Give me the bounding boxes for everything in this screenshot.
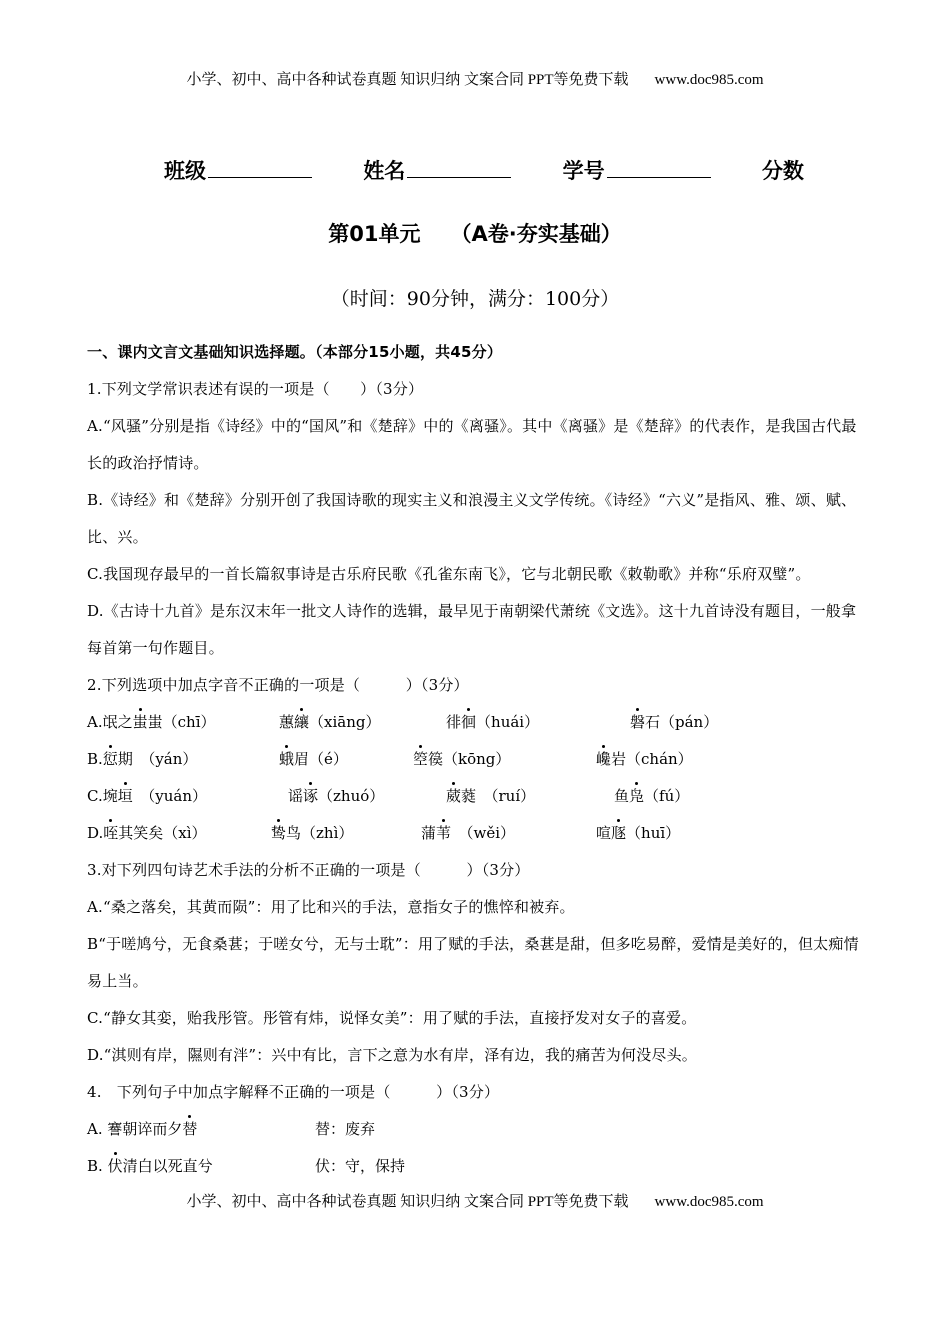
word-post: （huī） xyxy=(626,824,681,842)
q1-option-b: B.《诗经》和《楚辞》分别开创了我国诗歌的现实主义和浪漫主义文学传统。《诗经》“六义”是指风、雅、颂、赋、比、兴。 xyxy=(87,491,857,546)
dotted-char: 垣 xyxy=(118,778,133,815)
q2-cell xyxy=(596,741,693,778)
section-heading: 一、课内文言文基础知识选择题。（本部分15小题，共45分） xyxy=(87,343,503,361)
word-pre: 氓之 xyxy=(102,713,133,731)
header-url[interactable]: www.doc985.com xyxy=(654,72,764,88)
q2-row-a xyxy=(87,704,865,741)
word-pre: 蒲 xyxy=(421,824,437,842)
q2-cell xyxy=(596,815,680,852)
q2-stem: 2.下列选项中加点字音不正确的一项是（ ）（3分） xyxy=(87,676,469,694)
q3-stem: 3.对下列四句诗艺术手法的分析不正确的一项是（ ）（3分） xyxy=(87,861,530,879)
unit-name: 第01单元 xyxy=(328,222,421,246)
word-post: （zhuó） xyxy=(318,787,385,805)
page-footer xyxy=(0,1190,950,1211)
word-post: 石（pán） xyxy=(645,713,719,731)
option-letter: B. xyxy=(87,1157,103,1175)
word-pre: 謇朝谇而夕 xyxy=(107,1120,183,1138)
id-field xyxy=(563,155,711,185)
name-label: 姓名 xyxy=(363,159,406,183)
word-post: 篌（kōng） xyxy=(428,750,511,768)
q2-cell xyxy=(614,778,689,815)
id-label: 学号 xyxy=(562,159,605,183)
word-post: （xiāng） xyxy=(309,713,381,731)
q2-row-label xyxy=(87,815,207,852)
q2-cell xyxy=(279,741,348,778)
q3-option-c: C.“静女其娈，贻我彤管。彤管有炜，说怿女美”：用了赋的手法，直接抒发对女子的喜爱。 xyxy=(87,1009,697,1027)
dotted-char: 诼 xyxy=(303,778,318,815)
q1-option-d: D.《古诗十九首》是东汉末年一批文人诗作的选辑，最早见于南朝梁代萧统《文选》。这十九首诗没有题目，一般拿每首第一句作题目。 xyxy=(87,602,857,657)
dotted-char: 咥 xyxy=(103,815,118,852)
dotted-char: 伏 xyxy=(108,1148,123,1185)
word-pre: 埦 xyxy=(102,787,118,805)
q2-cell xyxy=(630,704,718,741)
q4-meaning: 替：废弃 xyxy=(315,1120,376,1138)
footer-url[interactable]: www.doc985.com xyxy=(654,1194,764,1210)
dotted-char: 苇 xyxy=(436,815,451,852)
header-text: 小学、初中、高中各种试卷真题 知识归纳 文案合同 PPT等免费下载 xyxy=(186,72,629,88)
q2-row-b xyxy=(87,741,865,778)
dotted-char: 蚩 xyxy=(133,704,148,741)
dotted-char: 鸷 xyxy=(271,815,286,852)
word-pre: 蕙 xyxy=(279,713,295,731)
q3-option-d: D.“淇则有岸，隰则有泮”：兴中有比，言下之意为水有岸，泽有边，我的痛苦为何没尽头。 xyxy=(87,1046,698,1064)
option-letter: A. xyxy=(87,713,103,731)
dotted-char: 磐 xyxy=(630,704,645,741)
option-letter: B. xyxy=(87,750,103,768)
word-post: 鸟（zhì） xyxy=(286,824,354,842)
q2-row-label xyxy=(87,704,216,741)
q4-meaning: 伏：守，保持 xyxy=(315,1157,406,1175)
option-letter: C. xyxy=(87,787,103,805)
word-post: 岩（chán） xyxy=(611,750,693,768)
word-post: （fú） xyxy=(644,787,690,805)
dotted-char: 徊 xyxy=(461,704,476,741)
word-post: 其笑矣（xì） xyxy=(118,824,207,842)
class-blank[interactable] xyxy=(208,159,312,178)
page-header xyxy=(0,68,950,89)
word-post: （wěi） xyxy=(451,824,516,842)
word-post: 眉（é） xyxy=(294,750,348,768)
score-label: 分数 xyxy=(761,159,804,183)
q3-option-a: A.“桑之落矣，其黄而陨”：用了比和兴的手法，意指女子的憔悴和被弃。 xyxy=(87,898,575,916)
q2-cell xyxy=(271,815,353,852)
q4-option-a xyxy=(87,1111,865,1148)
dotted-char: 豗 xyxy=(611,815,626,852)
unit-subtitle: （A卷·夯实基础） xyxy=(450,222,622,246)
student-info-row xyxy=(164,155,804,185)
option-letter: D. xyxy=(87,824,104,842)
dotted-char: 箜 xyxy=(413,741,428,778)
dotted-char: 凫 xyxy=(629,778,644,815)
word-post: 蕤 （ruí） xyxy=(461,787,536,805)
word-pre: 谣 xyxy=(288,787,304,805)
q4-sentence xyxy=(87,1111,197,1148)
q4-stem: 4. 下列句子中加点字解释不正确的一项是（ ）（3分） xyxy=(87,1083,500,1101)
q2-cell xyxy=(413,741,510,778)
q2-cell xyxy=(288,778,384,815)
q3-option-b: B“于嗟鸠兮，无食桑葚；于嗟女兮，无与士耽”：用了赋的手法，桑葚是甜，但多吃易醉，爱情是美好的，但太痴情易上当。 xyxy=(87,935,859,990)
dotted-char: 葳 xyxy=(446,778,461,815)
q2-row-label xyxy=(87,778,207,815)
q2-cell xyxy=(421,815,515,852)
q4-sentence xyxy=(87,1148,213,1185)
word-pre: 喧 xyxy=(596,824,612,842)
footer-text: 小学、初中、高中各种试卷真题 知识归纳 文案合同 PPT等免费下载 xyxy=(186,1194,629,1210)
q1-option-c: C.我国现存最早的一首长篇叙事诗是古乐府民歌《孔雀东南飞》，它与北朝民歌《敕勒歌》并称“乐府双璧”。 xyxy=(87,565,811,583)
q1-stem: 1.下列文学常识表述有误的一项是（ ）（3分） xyxy=(87,380,424,398)
time-limit: （时间：90分钟，满分：100分） xyxy=(330,288,620,310)
id-blank[interactable] xyxy=(607,159,711,178)
class-label: 班级 xyxy=(164,159,206,183)
word-post: 清白以死直兮 xyxy=(122,1157,213,1175)
q2-row-c xyxy=(87,778,865,815)
q2-cell xyxy=(446,778,535,815)
word-post: （yuán） xyxy=(132,787,207,805)
unit-title xyxy=(0,218,950,248)
exam-content xyxy=(87,334,865,1185)
dotted-char: 蛾 xyxy=(279,741,294,778)
q2-row-d xyxy=(87,815,865,852)
word-post: 期 （yán） xyxy=(117,750,198,768)
word-pre: 徘 xyxy=(446,713,462,731)
dotted-char: 替 xyxy=(182,1111,197,1148)
dotted-char: 巉 xyxy=(596,741,611,778)
dotted-char: 纕 xyxy=(294,704,309,741)
q2-row-label xyxy=(87,741,197,778)
word-post: 蚩（chī） xyxy=(147,713,216,731)
dotted-char: 愆 xyxy=(103,741,118,778)
name-blank[interactable] xyxy=(407,159,511,178)
name-field xyxy=(363,155,511,185)
q4-option-b xyxy=(87,1148,865,1185)
score-field xyxy=(762,155,804,185)
word-pre: 鱼 xyxy=(614,787,630,805)
word-post: （huái） xyxy=(476,713,540,731)
q2-cell xyxy=(279,704,381,741)
q2-cell xyxy=(446,704,539,741)
class-field xyxy=(164,155,312,185)
q1-option-a: A.“风骚”分别是指《诗经》中的“国风”和《楚辞》中的《离骚》。其中《离骚》是《楚辞》的代表作，是我国古代最长的政治抒情诗。 xyxy=(87,417,857,472)
option-letter: A. xyxy=(87,1120,103,1138)
